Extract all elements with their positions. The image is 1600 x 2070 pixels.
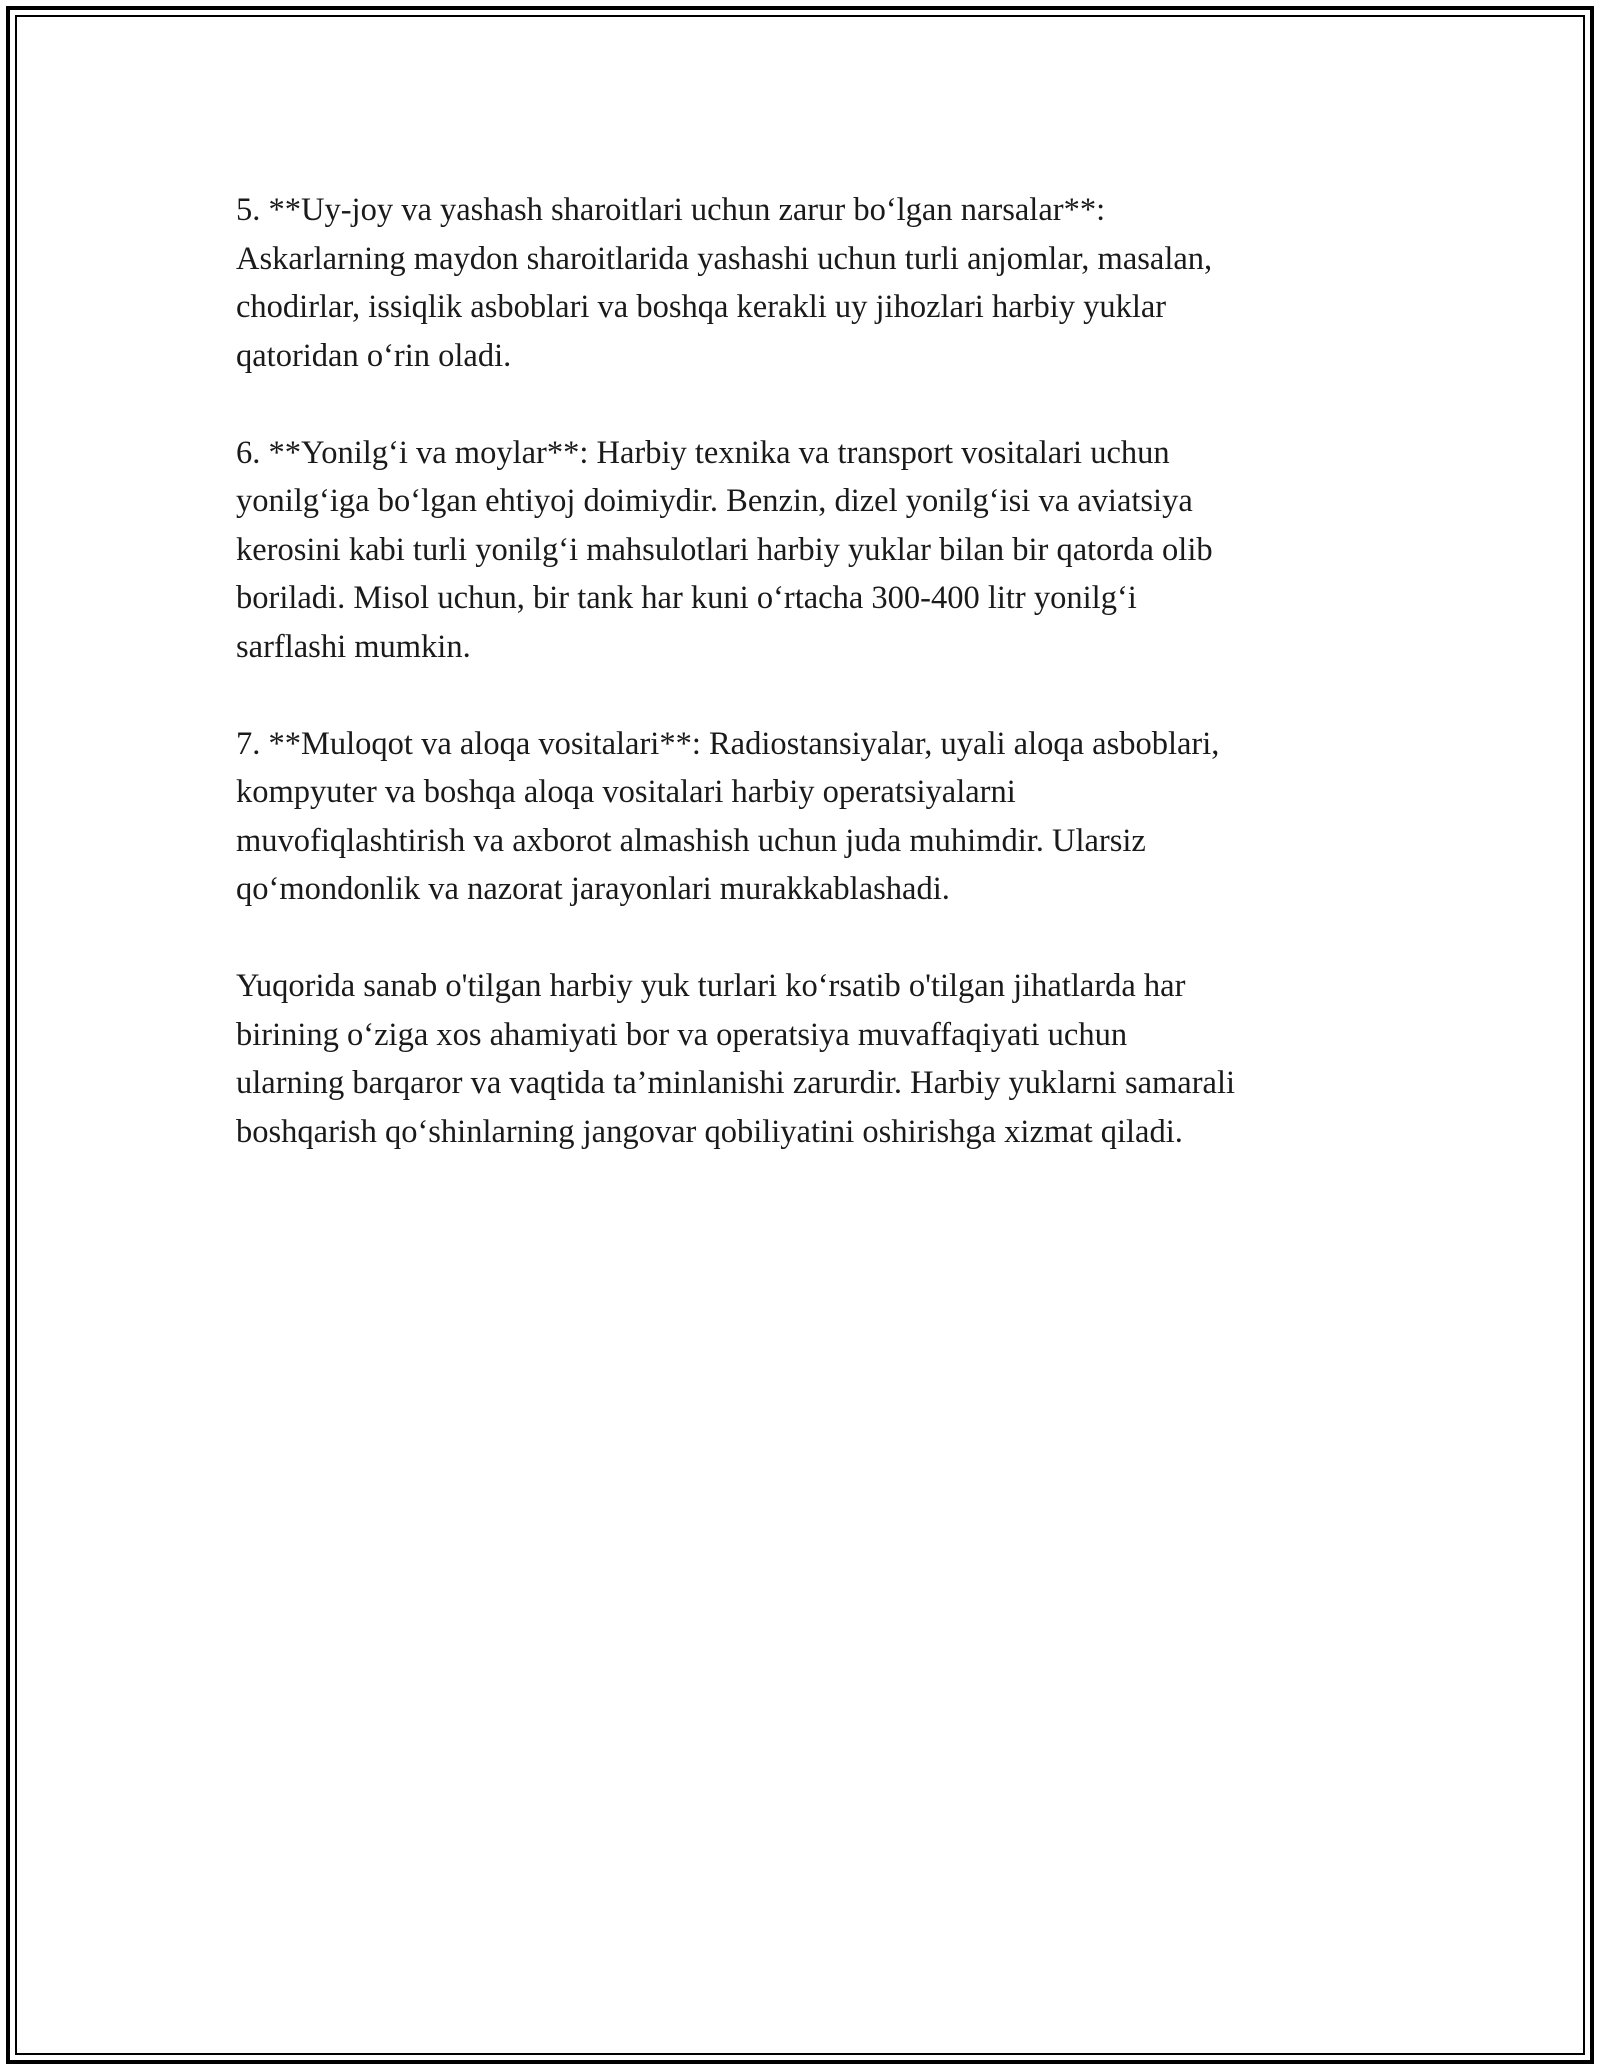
text-line: yonilg‘iga bo‘lgan ehtiyoj doimiydir. Benzin, dizel yonilg‘isi va aviatsiya: [236, 483, 1193, 519]
text-line: qatoridan o‘rin oladi.: [236, 337, 512, 374]
paragraph-item-5: [236, 186, 1386, 380]
text-line: sarflashi mumkin.: [236, 628, 471, 665]
document-body: [236, 186, 1386, 1205]
text-line: Askarlarning maydon sharoitlarida yashashi uchun turli anjomlar, masalan,: [236, 240, 1213, 277]
text-line: kompyuter va boshqa aloqa vositalari harbiy operatsiyalarni: [236, 774, 1016, 810]
text-line: Yuqorida sanab o'tilgan harbiy yuk turlari ko‘rsatib o'tilgan jihatlarda har: [236, 968, 1186, 1004]
text-line: kerosini kabi turli yonilg‘i mahsulotlari harbiy yuklar bilan bir qatorda olib: [236, 531, 1213, 568]
text-line: boshqarish qo‘shinlarning jangovar qobiliyatini oshirishga xizmat qiladi.: [236, 1113, 1183, 1150]
text-line: 7. **Muloqot va aloqa vositalari**: Radiostansiyalar, uyali aloqa asboblari,: [236, 725, 1220, 762]
text-line: ularning barqaror va vaqtida ta’minlanishi zarurdir. Harbiy yuklarni samarali: [236, 1065, 1236, 1101]
text-line: birining o‘ziga xos ahamiyati bor va operatsiya muvaffaqiyati uchun: [236, 1016, 1128, 1053]
text-line: chodirlar, issiqlik asboblari va boshqa kerakli uy jihozlari harbiy yuklar: [236, 289, 1167, 325]
text-line: muvofiqlashtirish va axborot almashish uchun juda muhimdir. Ularsiz: [236, 822, 1146, 859]
text-line: 5. **Uy-joy va yashash sharoitlari uchun zarur bo‘lgan narsalar**:: [236, 192, 1106, 228]
paragraph-conclusion: [236, 962, 1386, 1156]
text-line: boriladi. Misol uchun, bir tank har kuni o‘rtacha 300-400 litr yonilg‘i: [236, 580, 1137, 616]
paragraph-item-6: [236, 429, 1386, 672]
text-line: qo‘mondonlik va nazorat jarayonlari murakkablashadi.: [236, 871, 950, 907]
paragraph-item-7: [236, 720, 1386, 914]
text-line: 6. **Yonilg‘i va moylar**: Harbiy texnika va transport vositalari uchun: [236, 434, 1170, 471]
